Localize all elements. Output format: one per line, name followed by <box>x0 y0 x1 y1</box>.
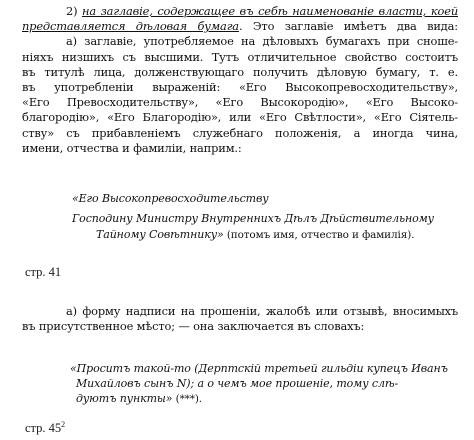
text-segment: . Это заглавіе имѣетъ два вида: <box>238 19 458 34</box>
text-line <box>22 19 458 34</box>
text-segment: въ употребленіи выраженій: «Его Высокопревосходительству», <box>22 80 458 95</box>
quote-address-line-3 <box>96 227 414 243</box>
quote-address-line-3-italic: Тайному Совѣтнику» <box>96 228 224 241</box>
text-segment: благородію», «Его Благородію», или «Его Свѣтлости», «Его Сіятель- <box>22 110 458 125</box>
text-segment: въ присутственное мѣсто; — она заключается въ словахъ: <box>22 319 365 334</box>
text-line <box>22 110 458 125</box>
text-line <box>22 95 458 110</box>
quote-address-line-3-note: (потомъ имя, отчество и фамилія). <box>223 229 415 241</box>
text-segment: 2) <box>66 4 83 18</box>
text-line <box>22 126 458 141</box>
text-line <box>22 319 458 334</box>
page-reference-45 <box>25 420 65 436</box>
quote-address-line-2: Господину Министру Внутреннихъ Дѣлъ Дѣйствительному <box>72 212 434 225</box>
text-line <box>22 80 458 95</box>
text-segment: «Его Превосходительству», «Его Высокородію», «Его Высоко- <box>22 95 458 110</box>
quote-petition-line-3-italic: дуютъ пункты» <box>76 392 173 405</box>
text-segment: на заглавіе, содержащее въ себѣ наименованіе власти, коей <box>82 4 458 18</box>
quote-address-line-1: «Его Высокопревосходительству <box>72 192 269 205</box>
text-segment: имени, отчества и фамиліи, наприм.: <box>22 140 242 155</box>
text-line <box>22 304 458 319</box>
quote-petition-line-3-note: (***). <box>172 393 203 405</box>
text-segment: въ титулѣ лица, долженствующаго получить дѣловую бумагу, т. е. <box>22 64 458 79</box>
paragraph-title-types <box>22 4 458 156</box>
text-segment: а) заглавіе, употребляемое на дѣловыхъ бумагахъ при сноше- <box>66 34 458 49</box>
text-segment: ніяхъ низшихъ съ высшими. Тутъ отличительное свойство состоитъ <box>22 49 458 64</box>
text-segment: ству» съ прибавленіемъ служебнаго положенія, а иногда чина, <box>22 125 458 140</box>
page-reference-41: стр. 41 <box>25 265 62 279</box>
text-line <box>22 4 458 19</box>
text-line <box>22 50 458 65</box>
quote-petition-line-3 <box>76 391 202 407</box>
paragraph-petition-form <box>22 304 458 334</box>
page-reference-45-sup: 2 <box>61 420 66 429</box>
text-line <box>22 65 458 80</box>
page-reference-45-text: стр. 45 <box>25 421 62 436</box>
quote-petition-line-1: «Проситъ такой-то (Дерптскій третьей гильдіи купецъ Иванъ <box>70 362 448 375</box>
text-segment: а) форму надписи на прошеніи, жалобѣ или отзывѣ, вносимыхъ <box>66 304 458 318</box>
quote-petition-line-2: Михайловъ сынъ N); а о чемъ мое прошеніе, тому слѣ- <box>76 377 399 390</box>
text-line <box>22 141 458 156</box>
text-segment: представляется дѣловая бумага <box>22 19 239 34</box>
text-line <box>22 34 458 49</box>
